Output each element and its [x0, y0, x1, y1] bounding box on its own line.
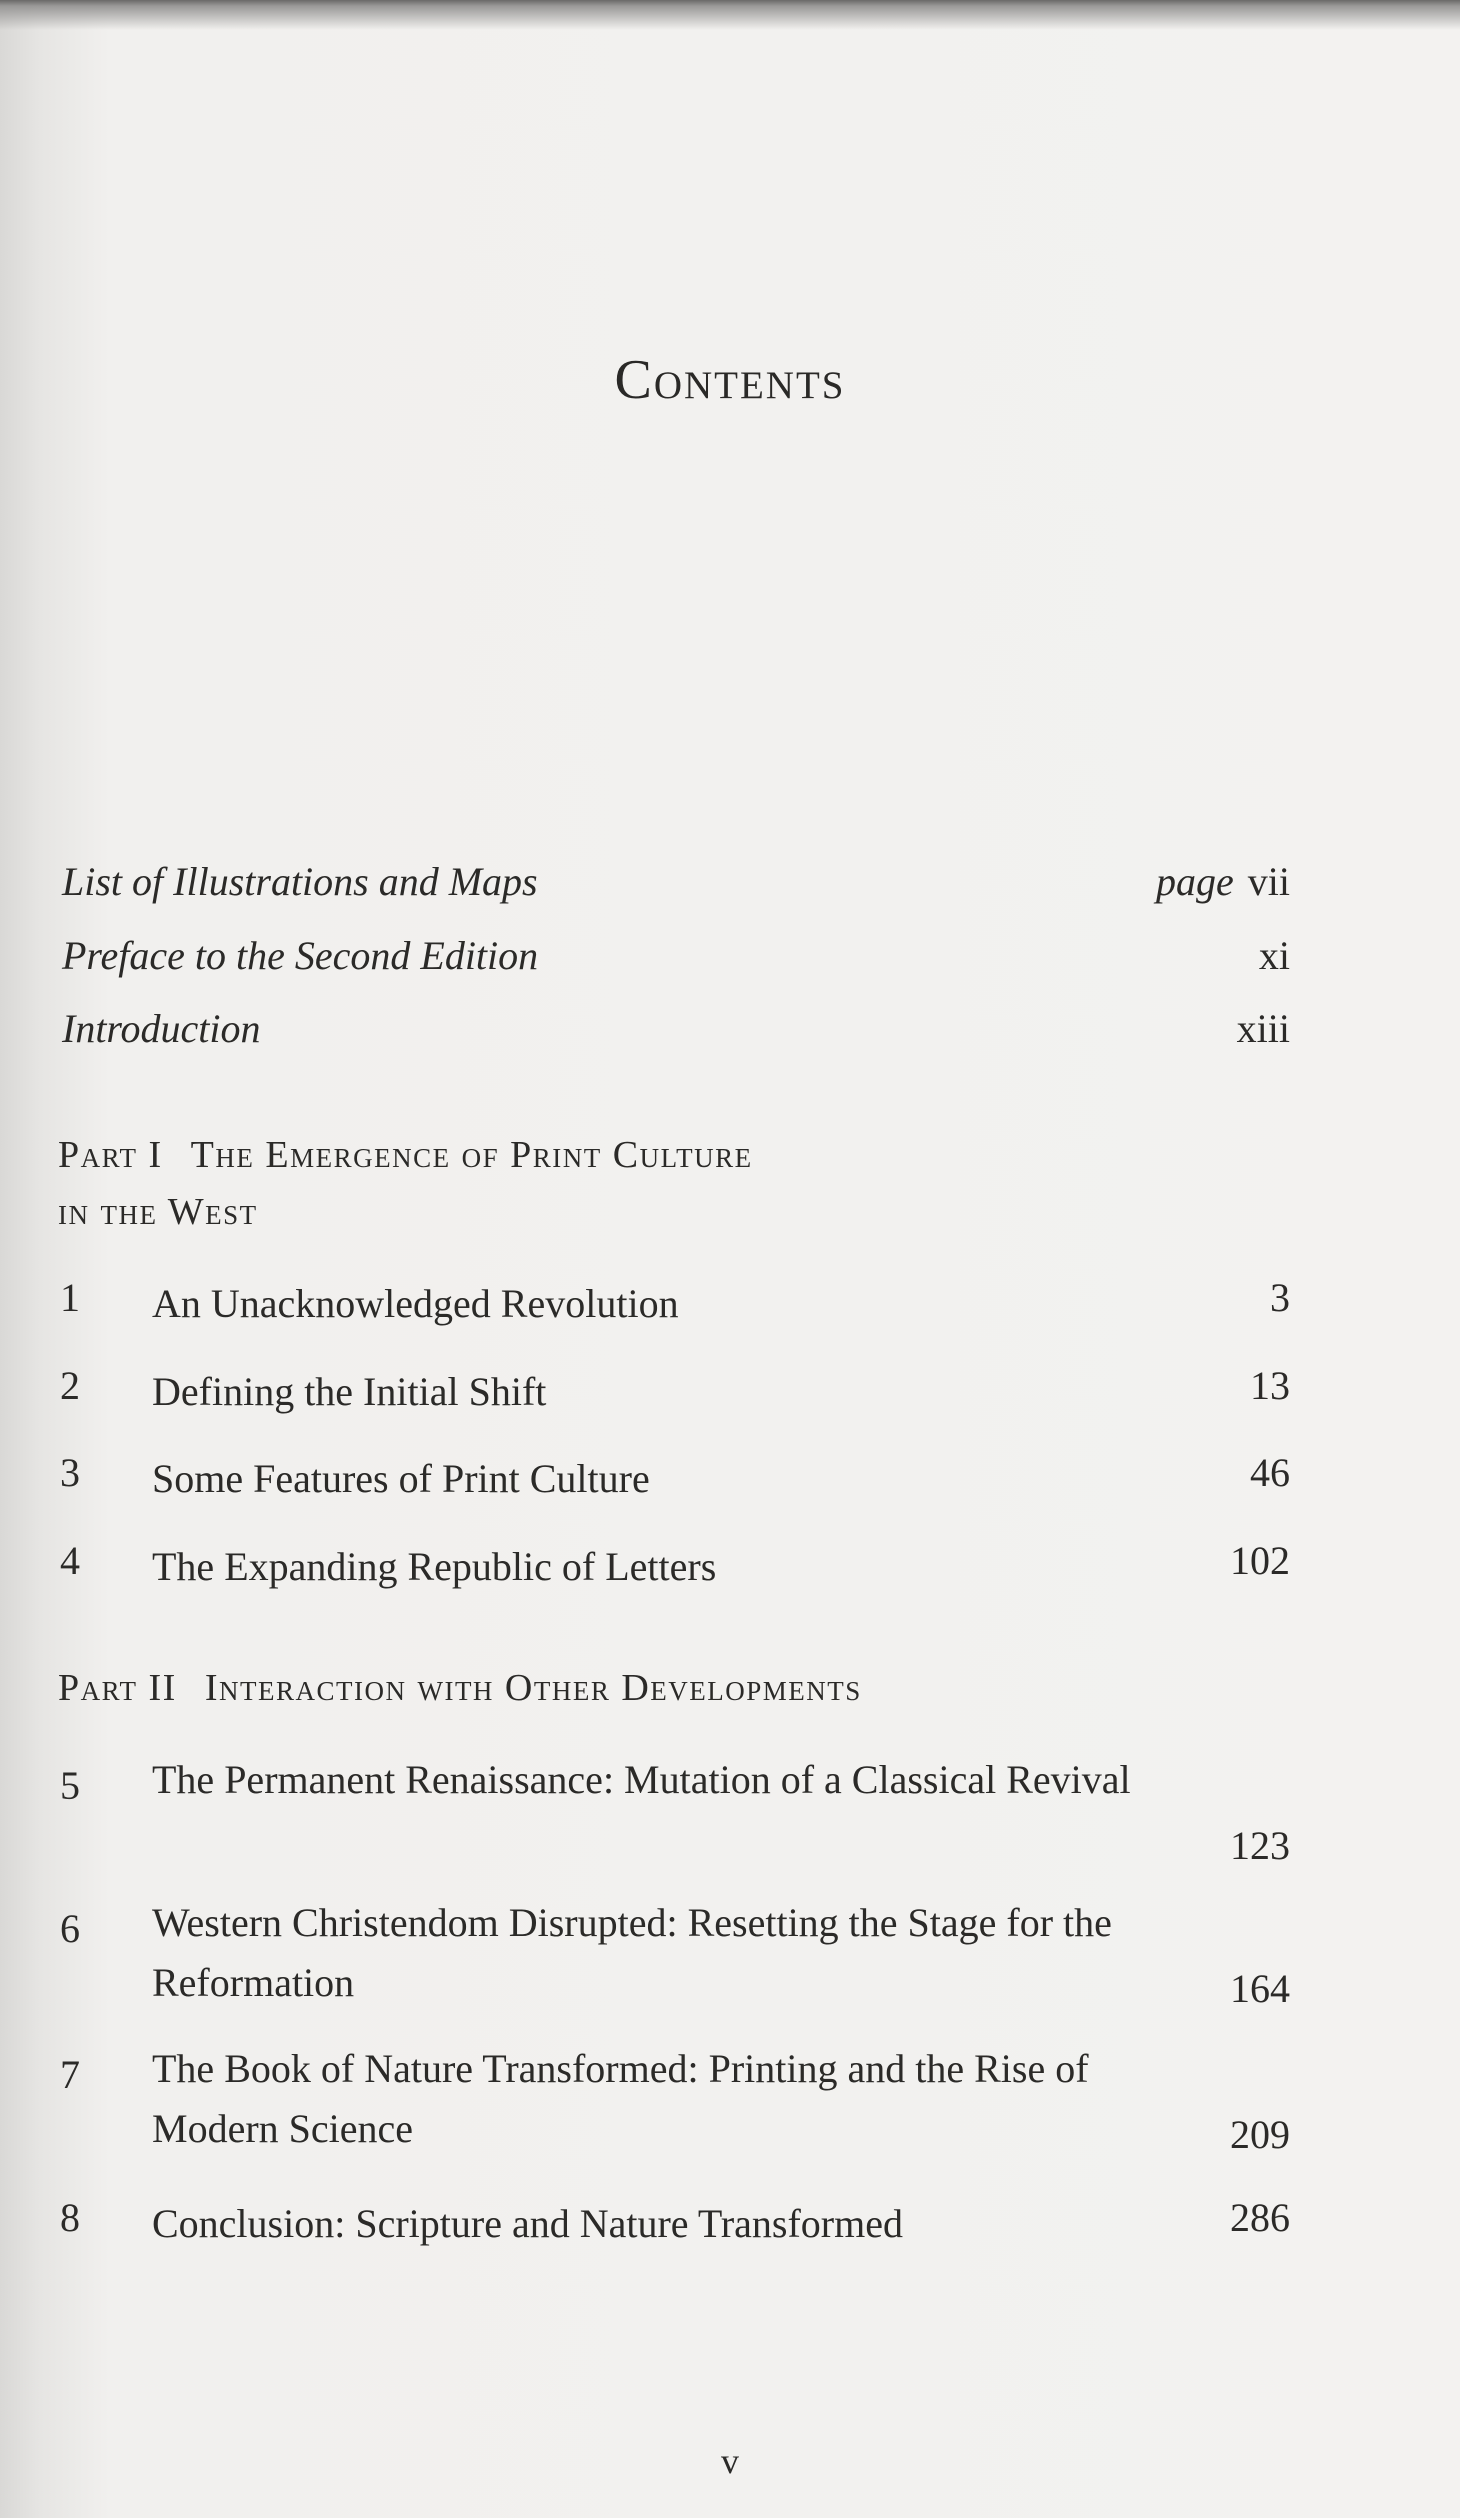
page-word: page: [1156, 859, 1234, 904]
chapter-title: The Book of Nature Transformed: Printing and the Rise of Modern Science: [152, 2046, 1089, 2151]
chapter-title: The Expanding Republic of Letters: [152, 1544, 717, 1589]
chapter-number: 2: [60, 1363, 80, 1408]
part-name-continued: in the West: [58, 1191, 258, 1233]
chapter-number: 8: [60, 2195, 80, 2240]
page-folio: v: [721, 2441, 739, 2481]
chapter-page: 13: [1250, 1363, 1290, 1408]
page-title: Contents: [614, 349, 846, 411]
chapter-title: Western Christendom Disrupted: Resetting the Stage for the Reformation: [152, 1900, 1112, 2005]
chapter-page: 209: [1230, 2112, 1290, 2157]
chapter-title: The Permanent Renaissance: Mutation of a Classical Revival: [152, 1757, 1131, 1802]
chapter-page: 46: [1250, 1450, 1290, 1495]
front-matter-page: xiii: [1236, 1006, 1290, 1051]
chapter-title: Defining the Initial Shift: [152, 1369, 547, 1414]
chapter-number: 4: [60, 1538, 80, 1583]
chapter-page: 123: [1230, 1823, 1290, 1868]
chapter-page: 286: [1230, 2195, 1290, 2240]
front-matter-label: Preface to the Second Edition: [62, 933, 539, 978]
part-number: Part I: [58, 1134, 163, 1176]
front-matter-label: Introduction: [62, 1006, 261, 1051]
chapter-number: 7: [60, 2052, 80, 2097]
chapter-number: 1: [60, 1275, 80, 1320]
chapter-page: 164: [1230, 1966, 1290, 2011]
chapter-title: Conclusion: Scripture and Nature Transformed: [152, 2201, 903, 2246]
chapter-title: Some Features of Print Culture: [152, 1456, 650, 1501]
front-matter-label: List of Illustrations and Maps: [62, 859, 538, 904]
chapter-number: 6: [60, 1906, 80, 1951]
page-top-shadow: [0, 0, 1460, 30]
front-matter-page: [1156, 858, 1290, 905]
chapter-title: An Unacknowledged Revolution: [152, 1281, 679, 1326]
part-name: Interaction with Other Developments: [204, 1667, 862, 1709]
part-name: The Emergence of Print Culture: [190, 1134, 753, 1176]
chapter-number: 5: [60, 1763, 80, 1808]
chapter-number: 3: [60, 1450, 80, 1495]
chapter-page: 3: [1270, 1275, 1290, 1320]
part-number: Part II: [58, 1667, 177, 1709]
page-number: vii: [1247, 859, 1290, 904]
chapter-page: 102: [1230, 1538, 1290, 1583]
front-matter-page: xi: [1258, 933, 1290, 978]
